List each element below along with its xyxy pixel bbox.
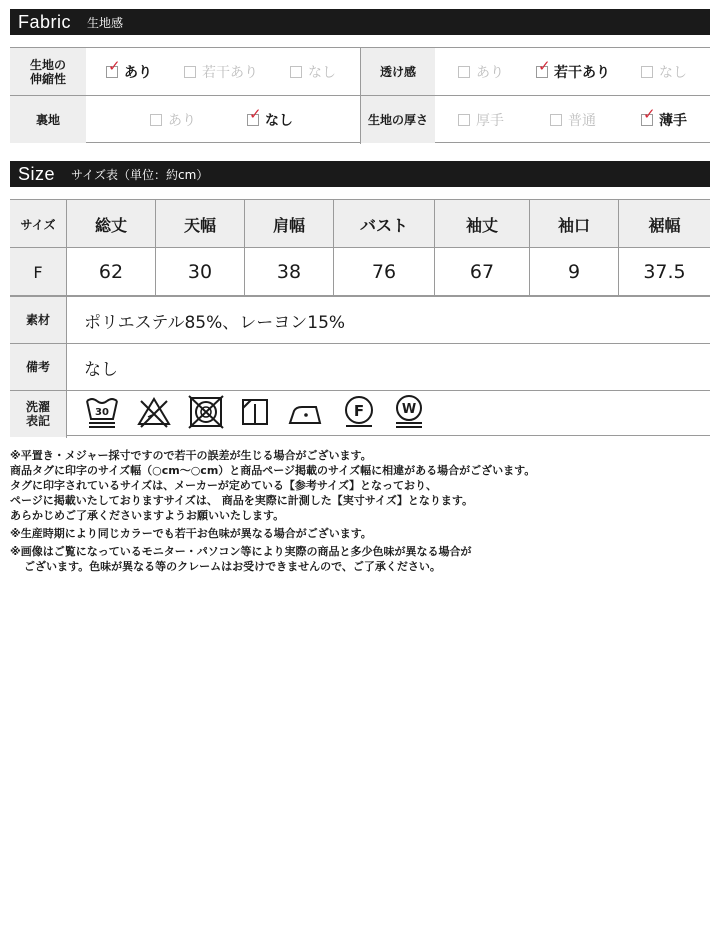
lining-label: 裏地 — [10, 96, 86, 143]
size-header-cell: 天幅 — [156, 200, 244, 248]
material-value: ポリエステル85%、レーヨン15% — [84, 312, 346, 333]
wash-temp-text: 30 — [95, 407, 109, 418]
sheer-option-none: なし — [641, 48, 687, 95]
size-header-cell: 袖丈 — [435, 200, 529, 248]
note-line: タグに印字されているサイズは、メーカーが定めている【参考サイズ】となっており、 — [10, 479, 438, 492]
size-col-divider — [155, 200, 156, 296]
wash-30-icon — [84, 395, 120, 429]
stretch-label: 生地の 伸縮性 — [10, 48, 86, 95]
checkbox-unchecked — [458, 66, 470, 78]
care-row — [10, 391, 710, 437]
sheer-label: 透け感 — [361, 48, 435, 95]
checkbox-unchecked — [458, 114, 470, 126]
remarks-row — [10, 344, 710, 390]
size-value-cell: 37.5 — [643, 261, 686, 283]
checkbox-unchecked — [550, 114, 562, 126]
checkbox-unchecked — [150, 114, 162, 126]
dry-clean-f-icon — [342, 395, 376, 429]
stretch-option-yes: ✓ あり — [108, 56, 152, 81]
lining-option-yes: あり — [150, 96, 196, 143]
note-line: ※平置き・メジャー採寸ですので若干の誤差が生じる場合がございます。 — [10, 449, 372, 462]
wet-clean-w-icon — [392, 395, 426, 429]
checkbox-unchecked — [290, 66, 302, 78]
size-col-divider — [244, 200, 245, 296]
checkbox-checked — [106, 56, 121, 78]
care-label: 洗濯 表記 — [10, 391, 66, 437]
checkbox-checked — [247, 104, 262, 126]
checkbox-unchecked — [641, 66, 653, 78]
note-line: ページに掲載いたしておりますサイズは、 商品を実際に計測した【実寸サイズ】となります。 — [10, 494, 473, 507]
size-col-divider — [333, 200, 334, 296]
no-tumble-dry-icon — [188, 395, 224, 429]
check-mark-icon: ✓ — [643, 104, 656, 123]
size-col-divider — [618, 200, 619, 296]
size-col-divider — [434, 200, 435, 296]
fabric-title: Fabric — [18, 11, 72, 32]
info-col-divider — [66, 297, 67, 438]
size-header-cell: サイズ — [10, 200, 66, 248]
size-title: Size — [18, 163, 56, 184]
note-line: ※生産時期により同じカラーでも若干お色味が異なる場合がございます。 — [10, 527, 372, 540]
size-value-cell: 38 — [276, 261, 302, 283]
size-col-divider — [529, 200, 530, 296]
size-col-divider — [66, 200, 67, 296]
size-header-bar — [10, 161, 710, 187]
notes-section — [10, 448, 710, 574]
check-mark-icon: ✓ — [538, 56, 551, 75]
size-header-cell: 総丈 — [67, 200, 155, 248]
checkbox-checked — [536, 56, 551, 78]
size-table — [10, 199, 710, 295]
size-row-divider — [10, 247, 710, 248]
size-value-cell: 30 — [187, 261, 213, 283]
size-value-cell: 67 — [469, 261, 495, 283]
thickness-option-thick: 厚手 — [458, 96, 504, 143]
sheer-option-yes: あり — [458, 48, 504, 95]
care-symbols — [84, 395, 426, 429]
check-mark-icon: ✓ — [249, 104, 262, 123]
remarks-value: なし — [84, 359, 118, 380]
note-line: ございます。色味が異なる等のクレームはお受けできませんので、ご了承ください。 — [24, 560, 441, 573]
material-label: 素材 — [10, 297, 66, 343]
sheer-option-slight: ✓ 若干あり — [538, 56, 610, 81]
fabric-table — [10, 47, 710, 143]
size-header-cell: 裾幅 — [619, 200, 710, 248]
thickness-option-thin: ✓ 薄手 — [643, 104, 687, 129]
remarks-label: 備考 — [10, 344, 66, 390]
note-line: あらかじめご了承くださいますようお願いいたします。 — [10, 509, 285, 522]
dry-clean-letter: F — [353, 402, 365, 420]
fabric-header-bar — [10, 9, 710, 35]
note-line: ※画像はご覧になっているモニター・パソコン等により実際の商品と多少色味が異なる場合が — [10, 545, 472, 558]
size-subtitle: サイズ表（単位：約cm） — [71, 167, 209, 182]
line-dry-shade-icon — [240, 395, 270, 429]
stretch-option-none: なし — [290, 48, 336, 95]
material-row — [10, 297, 710, 343]
note-line: 商品タグに印字のサイズ幅（○cm〜○cm）と商品ページ掲載のサイズ幅に相違がある場合がございます。 — [10, 464, 536, 477]
size-value-cell: 62 — [98, 261, 124, 283]
wet-clean-letter: W — [401, 402, 417, 417]
fabric-center-divider — [360, 48, 361, 144]
size-header-cell: バスト — [334, 200, 434, 248]
thickness-label: 生地の厚さ — [361, 96, 435, 143]
size-value-cell: 9 — [567, 261, 581, 283]
size-header-cell: 袖口 — [530, 200, 618, 248]
size-value-cell: 76 — [371, 261, 397, 283]
stretch-option-slight: 若干あり — [184, 48, 258, 95]
lining-option-none: ✓ なし — [249, 104, 293, 129]
checkbox-unchecked — [184, 66, 196, 78]
size-value-cell: F — [10, 248, 66, 296]
no-bleach-icon — [136, 395, 172, 429]
size-header-cell: 肩幅 — [245, 200, 333, 248]
checkbox-checked — [641, 104, 656, 126]
check-mark-icon: ✓ — [108, 56, 121, 75]
fabric-subtitle: 生地感 — [87, 15, 124, 30]
info-table — [10, 295, 710, 436]
iron-low-icon — [286, 395, 326, 429]
thickness-option-normal: 普通 — [550, 96, 596, 143]
